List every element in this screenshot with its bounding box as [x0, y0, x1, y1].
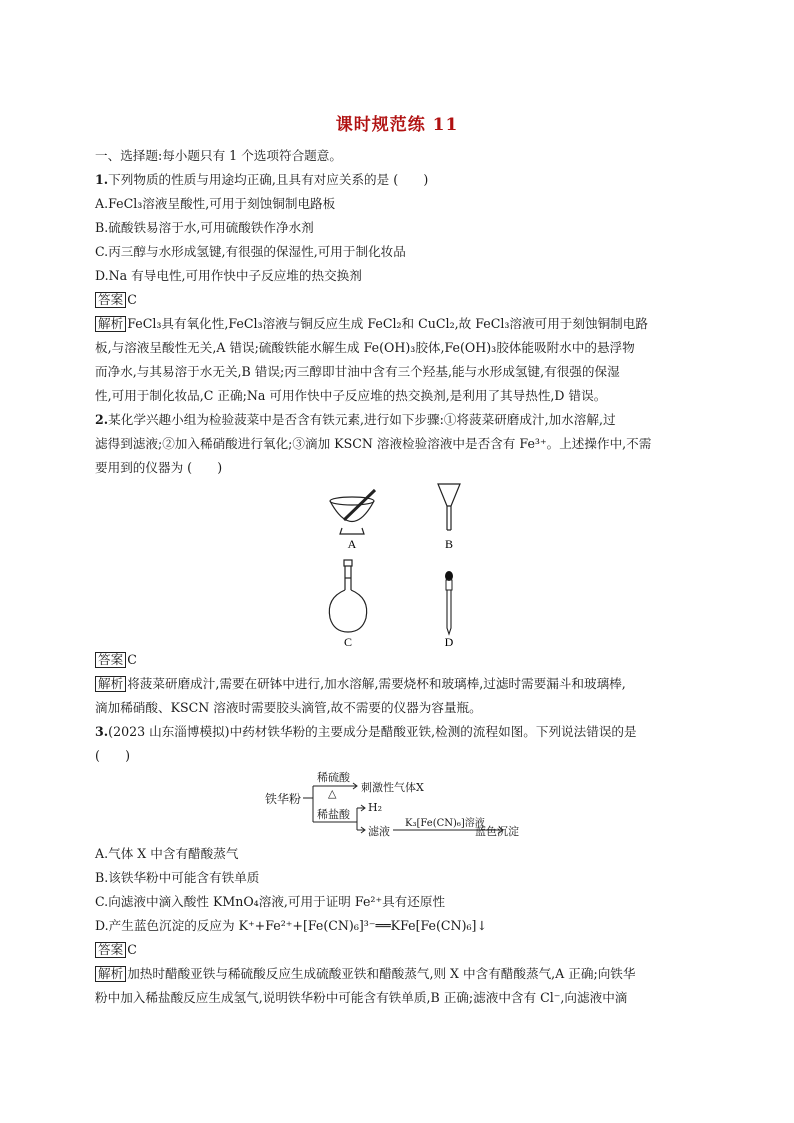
mortar-pestle-icon [330, 490, 375, 534]
flow-reagent-bottom: 稀盐酸 [317, 808, 350, 821]
flow-filtrate: 滤液 [368, 825, 390, 838]
q1-analysis-line: 而净水,与其易溶于水无关,B 错误;丙三醇即甘油中含有三个羟基,能与水形成氢键,有很强的保湿 [95, 364, 620, 379]
flow-product-h2: H₂ [368, 801, 383, 814]
q2-stem-line [95, 412, 616, 428]
flow-start: 铁华粉 [265, 792, 302, 806]
q3-stem: (2023 山东淄博模拟)中药材铁华粉的主要成分是醋酸亚铁,检测的流程如图。下列说法错误的是 [108, 724, 637, 739]
figure-label-b: B [444, 537, 454, 551]
q2-answer-line [95, 652, 137, 668]
q3-analysis-line: 粉中加入稀盐酸反应生成氢气,说明铁华粉中可能含有铁单质,B 正确;滤液中含有 Cl⁻,向滤液中滴 [95, 990, 628, 1005]
q3-option-c: C.向滤液中滴入酸性 KMnO₄溶液,可用于证明 Fe²⁺具有还原性 [95, 894, 446, 909]
dropper-icon [445, 571, 453, 634]
q1-option-d: D.Na 有导电性,可用作快中子反应堆的热交换剂 [95, 268, 362, 283]
q1-answer-line [95, 292, 137, 308]
q3-analysis-text: 加热时醋酸亚铁与稀硫酸反应生成硫酸亚铁和醋酸蒸气,则 X 中含有醋酸蒸气,A 正确;向铁华 [127, 966, 636, 981]
q2-analysis-line: 滴加稀硝酸、KSCN 溶液时需要胶头滴管,故不需要的仪器为容量瓶。 [95, 700, 482, 715]
q1-analysis-line: 性,可用于制化妆品,C 正确;Na 可用作快中子反应堆的热交换剂,是利用了其导热性,D 错误。 [95, 388, 607, 403]
figure-label-c: C [343, 635, 353, 649]
q2-analysis-text: 将菠菜研磨成汁,需要在研钵中进行,加水溶解,需要烧杯和玻璃棒,过滤时需要漏斗和玻璃棒, [127, 676, 626, 691]
q1-answer: C [127, 292, 137, 307]
q1-stem-line [95, 172, 428, 188]
answer-tag: 答案 [95, 942, 126, 958]
q2-stem: 某化学兴趣小组为检验菠菜中是否含有铁元素,进行如下步骤:①将菠菜研磨成汁,加水溶解,过 [108, 412, 616, 427]
analysis-tag: 解析 [95, 966, 126, 982]
q2-analysis-line [95, 676, 626, 692]
flow-product-top: 刺激性气体X [361, 781, 424, 794]
q3-number: 3. [95, 724, 109, 739]
figure-label-a: A [347, 537, 357, 551]
section-heading: 一、选择题:每小题只有 1 个选项符合题意。 [95, 148, 342, 163]
q2-number: 2. [95, 412, 109, 427]
q1-option-c: C.丙三醇与水形成氢键,有很强的保湿性,可用于制化妆品 [95, 244, 406, 259]
q1-number: 1. [95, 172, 109, 187]
q2-stem-line: 要用到的仪器为 ( ) [95, 460, 223, 475]
flow-condition-top: △ [328, 787, 337, 800]
q3-answer-line [95, 942, 137, 958]
q3-stem-line [95, 724, 637, 740]
flow-diagram [265, 768, 535, 840]
q1-analysis-text: FeCl₃具有氧化性,FeCl₃溶液与铜反应生成 FeCl₂和 CuCl₂,故 FeCl₃溶液可用于刻蚀铜制电路 [127, 316, 648, 331]
analysis-tag: 解析 [95, 676, 126, 692]
q3-stem-line: ( ) [95, 748, 131, 763]
q3-analysis-line [95, 966, 635, 982]
q1-stem: 下列物质的性质与用途均正确,且具有对应关系的是 ( ) [108, 172, 429, 187]
flow-reagent-final: K₃[Fe(CN)₆]溶液 [405, 818, 485, 829]
volumetric-flask-icon [329, 560, 366, 632]
q3-option-d: D.产生蓝色沉淀的反应为 K⁺+Fe²⁺+[Fe(CN)₆]³⁻══KFe[Fe(CN)₆]↓ [95, 918, 487, 933]
figure-label-d: D [444, 635, 454, 649]
flow-reagent-top: 稀硫酸 [317, 771, 350, 784]
flow-product-final: 蓝色沉淀 [475, 825, 519, 838]
apparatus-figure [320, 480, 480, 650]
page-title: 课时规范练 11 [335, 115, 459, 135]
q2-stem-line: 滤得到滤液;②加入稀硝酸进行氧化;③滴加 KSCN 溶液检验溶液中是否含有 Fe³⁺。上述操作中,不需 [95, 436, 652, 451]
q2-answer: C [127, 652, 137, 667]
answer-tag: 答案 [95, 652, 126, 668]
q1-analysis-line [95, 316, 648, 332]
funnel-icon [438, 484, 460, 530]
analysis-tag: 解析 [95, 316, 126, 332]
q3-option-b: B.该铁华粉中可能含有铁单质 [95, 870, 260, 885]
q3-option-a: A.气体 X 中含有醋酸蒸气 [95, 846, 239, 861]
answer-tag: 答案 [95, 292, 126, 308]
q1-option-a: A.FeCl₃溶液呈酸性,可用于刻蚀铜制电路板 [95, 196, 336, 211]
q1-option-b: B.硫酸铁易溶于水,可用硫酸铁作净水剂 [95, 220, 314, 235]
q3-answer: C [127, 942, 137, 957]
q1-analysis-line: 板,与溶液呈酸性无关,A 错误;硫酸铁能水解生成 Fe(OH)₃胶体,Fe(OH)₃胶体能吸附水中的悬浮物 [95, 340, 635, 355]
